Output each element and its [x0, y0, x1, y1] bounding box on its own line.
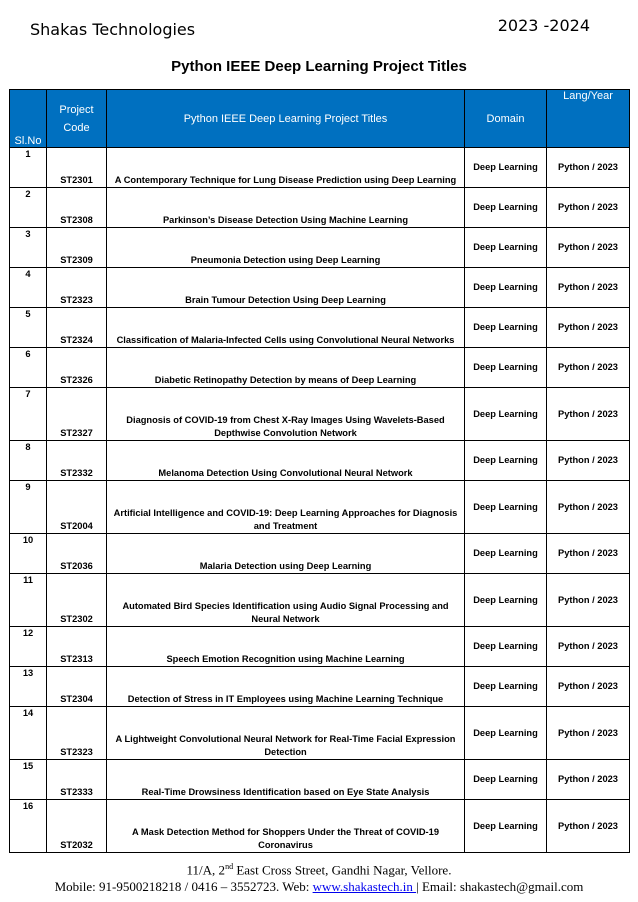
- row-lang-year: Python / 2023: [547, 308, 630, 348]
- row-lang-year: Python / 2023: [547, 481, 630, 534]
- row-project-title: Pneumonia Detection using Deep Learning: [107, 228, 465, 268]
- row-project-title: A Mask Detection Method for Shoppers Under the Threat of COVID-19 Coronavirus: [107, 800, 465, 853]
- row-project-title: Diabetic Retinopathy Detection by means of Deep Learning: [107, 348, 465, 388]
- column-header-slno: Sl.No: [10, 90, 47, 148]
- projects-table: [9, 89, 630, 853]
- table-row: [10, 228, 630, 268]
- row-lang-year: Python / 2023: [547, 800, 630, 853]
- row-domain: Deep Learning: [465, 268, 547, 308]
- row-domain: Deep Learning: [465, 707, 547, 760]
- row-domain: Deep Learning: [465, 800, 547, 853]
- row-project-code: ST2327: [47, 388, 107, 441]
- company-name: Shakas Technologies: [30, 20, 196, 39]
- row-domain: Deep Learning: [465, 574, 547, 627]
- row-lang-year: Python / 2023: [547, 534, 630, 574]
- row-slno: 3: [10, 228, 47, 268]
- row-project-title: Classification of Malaria-Infected Cells using Convolutional Neural Networks: [107, 308, 465, 348]
- row-project-code: ST2323: [47, 707, 107, 760]
- row-slno: 14: [10, 707, 47, 760]
- row-lang-year: Python / 2023: [547, 348, 630, 388]
- table-row: [10, 574, 630, 627]
- row-domain: Deep Learning: [465, 348, 547, 388]
- row-slno: 5: [10, 308, 47, 348]
- row-project-code: ST2036: [47, 534, 107, 574]
- row-domain: Deep Learning: [465, 388, 547, 441]
- row-slno: 11: [10, 574, 47, 627]
- row-project-title: A Lightweight Convolutional Neural Network for Real-Time Facial Expression Detection: [107, 707, 465, 760]
- row-project-title: A Contemporary Technique for Lung Disease Prediction using Deep Learning: [107, 148, 465, 188]
- row-project-title: Speech Emotion Recognition using Machine Learning: [107, 627, 465, 667]
- table-header-row: [10, 90, 630, 148]
- row-domain: Deep Learning: [465, 667, 547, 707]
- row-domain: Deep Learning: [465, 228, 547, 268]
- row-slno: 15: [10, 760, 47, 800]
- document-title: Python IEEE Deep Learning Project Titles: [171, 58, 467, 75]
- row-project-code: ST2332: [47, 441, 107, 481]
- row-lang-year: Python / 2023: [547, 574, 630, 627]
- row-lang-year: Python / 2023: [547, 627, 630, 667]
- table-row: [10, 800, 630, 853]
- row-lang-year: Python / 2023: [547, 707, 630, 760]
- row-domain: Deep Learning: [465, 308, 547, 348]
- column-header-code-line1: Project: [59, 103, 94, 116]
- row-slno: 2: [10, 188, 47, 228]
- row-slno: 13: [10, 667, 47, 707]
- row-project-title: Diagnosis of COVID-19 from Chest X-Ray Images Using Wavelets-Based Depthwise Convolution Network: [107, 388, 465, 441]
- column-header-domain: Domain: [465, 90, 547, 148]
- table-row: [10, 534, 630, 574]
- table-row: [10, 148, 630, 188]
- table-row: [10, 188, 630, 228]
- row-project-title: Automated Bird Species Identification using Audio Signal Processing and Neural Network: [107, 574, 465, 627]
- row-project-code: ST2324: [47, 308, 107, 348]
- row-lang-year: Python / 2023: [547, 148, 630, 188]
- row-project-title: Artificial Intelligence and COVID-19: Deep Learning Approaches for Diagnosis and Treatment: [107, 481, 465, 534]
- row-project-title: Real-Time Drowsiness Identification based on Eye State Analysis: [107, 760, 465, 800]
- row-lang-year: Python / 2023: [547, 441, 630, 481]
- row-project-code: ST2301: [47, 148, 107, 188]
- row-project-code: ST2308: [47, 188, 107, 228]
- row-project-code: ST2309: [47, 228, 107, 268]
- row-slno: 10: [10, 534, 47, 574]
- table-row: [10, 441, 630, 481]
- footer-contact: [0, 878, 638, 895]
- table-row: [10, 760, 630, 800]
- row-project-title: Brain Tumour Detection Using Deep Learning: [107, 268, 465, 308]
- row-project-code: ST2032: [47, 800, 107, 853]
- row-slno: 9: [10, 481, 47, 534]
- row-domain: Deep Learning: [465, 441, 547, 481]
- table-row: [10, 268, 630, 308]
- row-slno: 8: [10, 441, 47, 481]
- row-project-code: ST2323: [47, 268, 107, 308]
- row-project-code: ST2313: [47, 627, 107, 667]
- row-project-code: ST2304: [47, 667, 107, 707]
- table-row: [10, 627, 630, 667]
- row-domain: Deep Learning: [465, 627, 547, 667]
- row-lang-year: Python / 2023: [547, 228, 630, 268]
- table-row: [10, 707, 630, 760]
- table-row: [10, 481, 630, 534]
- footer-address: [0, 858, 638, 878]
- row-slno: 4: [10, 268, 47, 308]
- row-slno: 16: [10, 800, 47, 853]
- row-project-title: Parkinson’s Disease Detection Using Machine Learning: [107, 188, 465, 228]
- row-slno: 12: [10, 627, 47, 667]
- address-ordinal: nd: [225, 862, 234, 871]
- row-project-code: ST2302: [47, 574, 107, 627]
- row-project-title: Detection of Stress in IT Employees using Machine Learning Technique: [107, 667, 465, 707]
- row-slno: 7: [10, 388, 47, 441]
- row-lang-year: Python / 2023: [547, 188, 630, 228]
- row-project-code: ST2333: [47, 760, 107, 800]
- row-project-title: Malaria Detection using Deep Learning: [107, 534, 465, 574]
- row-domain: Deep Learning: [465, 188, 547, 228]
- row-domain: Deep Learning: [465, 481, 547, 534]
- table-row: [10, 388, 630, 441]
- column-header-title: Python IEEE Deep Learning Project Titles: [107, 90, 465, 148]
- row-lang-year: Python / 2023: [547, 268, 630, 308]
- row-domain: Deep Learning: [465, 760, 547, 800]
- address-prefix: 11/A, 2: [186, 862, 226, 878]
- website-link[interactable]: www.shakastech.in: [312, 879, 417, 895]
- footer: [0, 858, 638, 895]
- row-slno: 1: [10, 148, 47, 188]
- row-slno: 6: [10, 348, 47, 388]
- row-domain: Deep Learning: [465, 148, 547, 188]
- mobile-text: Mobile: 91-9500218218 / 0416 – 3552723. Web:: [54, 879, 313, 895]
- row-project-title: Melanoma Detection Using Convolutional Neural Network: [107, 441, 465, 481]
- table-row: [10, 667, 630, 707]
- row-project-code: ST2326: [47, 348, 107, 388]
- email-text: | Email: shakastech@gmail.com: [416, 879, 584, 895]
- row-domain: Deep Learning: [465, 534, 547, 574]
- column-header-code-line2: Code: [63, 121, 90, 134]
- row-project-code: ST2004: [47, 481, 107, 534]
- row-lang-year: Python / 2023: [547, 388, 630, 441]
- row-lang-year: Python / 2023: [547, 760, 630, 800]
- row-lang-year: Python / 2023: [547, 667, 630, 707]
- academic-year: 2023 -2024: [497, 16, 590, 35]
- column-header-project-code: [47, 90, 107, 148]
- table-row: [10, 348, 630, 388]
- table-row: [10, 308, 630, 348]
- address-rest: East Cross Street, Gandhi Nagar, Vellore.: [233, 862, 452, 878]
- column-header-lang-year: Lang/Year: [547, 90, 630, 148]
